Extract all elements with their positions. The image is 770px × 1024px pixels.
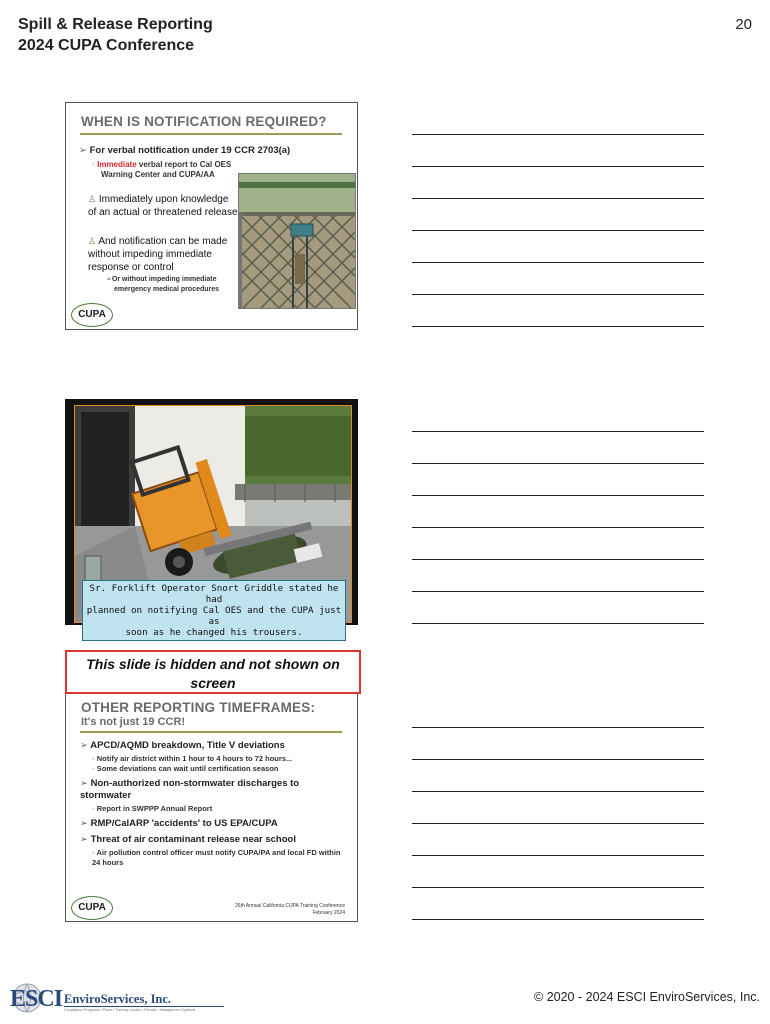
slide-1-subpoint: ➢Or without impeding immediate emergency medical procedures: [106, 276, 220, 293]
slide-3-footer: 26th Annual California CUPA Training Conference February 2024: [235, 903, 345, 916]
document-title: [18, 14, 213, 56]
note-line[interactable]: [412, 727, 704, 728]
dot-bullet-icon: ◦: [92, 848, 95, 857]
slide-1-point-1: ♙ Immediately upon knowledge of an actual or threatened release: [88, 194, 238, 218]
slide-2: [65, 399, 358, 638]
slide-1: [65, 102, 358, 330]
title-line-2: 2024 CUPA Conference: [18, 37, 195, 54]
note-line[interactable]: [412, 559, 704, 560]
slide-1-bullet-1: ➢ For verbal notification under 19 CCR 2703(a): [79, 145, 291, 156]
list-item: ➢ APCD/AQMD breakdown, Title V deviations: [80, 740, 285, 751]
hidden-slide-note: This slide is hidden and not shown on screen: [65, 650, 361, 694]
arrow-bullet-icon: ➢: [80, 818, 88, 829]
arrow-bullet-icon: ➢: [79, 145, 87, 156]
note-line[interactable]: [412, 134, 704, 135]
dot-bullet-icon: ◦: [92, 764, 95, 773]
sub-list-item: ◦ Report in SWPPP Annual Report: [92, 804, 213, 813]
slide-3: [65, 694, 358, 922]
dot-bullet-icon: ◦: [92, 804, 95, 813]
note-line[interactable]: [412, 463, 704, 464]
person-bullet-icon: ♙: [88, 236, 97, 246]
sub-list-item: ◦ Notify air district within 1 hour to 4 hours to 72 hours...: [92, 754, 293, 763]
immediate-highlight: Immediate: [97, 160, 137, 169]
note-line[interactable]: [412, 759, 704, 760]
esci-logo-mark: ESCI: [10, 986, 63, 1012]
slide-3-title: OTHER REPORTING TIMEFRAMES:: [81, 700, 316, 715]
note-line[interactable]: [412, 230, 704, 231]
list-item: ➢ Non-authorized non-stormwater discharges to stormwater: [80, 778, 300, 801]
title-line-1: Spill & Release Reporting: [18, 16, 213, 33]
slide-1-sub-bullet: ◦ Immediate verbal report to Cal OES Warning Center and CUPA/AA: [92, 160, 232, 179]
sub-list-item: ◦ Some deviations can wait until certification season: [92, 764, 279, 773]
note-line[interactable]: [412, 495, 704, 496]
slide-3-title-rule: [80, 731, 342, 733]
slide-1-title-rule: [80, 133, 342, 135]
arrow-bullet-icon: ➢: [106, 276, 112, 283]
note-line[interactable]: [412, 591, 704, 592]
note-line[interactable]: [412, 198, 704, 199]
forklift-caption: Sr. Forklift Operator Snort Griddle stated he had planned on notifying Cal OES and the CUPA just as soon as he changed his trousers.: [82, 580, 346, 641]
arrow-bullet-icon: ➢: [80, 834, 88, 845]
note-line[interactable]: [412, 919, 704, 920]
note-line[interactable]: [412, 294, 704, 295]
cupa-logo: CUPA: [71, 896, 113, 920]
note-line[interactable]: [412, 855, 704, 856]
slide-3-bullets: [80, 740, 350, 868]
person-bullet-icon: ♙: [88, 194, 97, 204]
note-line[interactable]: [412, 262, 704, 263]
list-item: ➢ RMP/CalARP 'accidents' to US EPA/CUPA: [80, 818, 278, 829]
copyright: © 2020 - 2024 ESCI EnviroServices, Inc.: [534, 990, 760, 1004]
note-line[interactable]: [412, 326, 704, 327]
sub-list-item: ◦ Air pollution control officer must notify CUPA/PA and local FD within 24 hours: [92, 848, 341, 867]
dot-bullet-icon: ◦: [92, 754, 95, 763]
arrow-bullet-icon: ➢: [80, 740, 88, 751]
list-item: ➢ Threat of air contaminant release near school: [80, 834, 296, 845]
fence-photo: [238, 173, 356, 309]
company-tagline: Compliance Programs • Plans • Training • Audits • Permits • Management Systems: [64, 1008, 196, 1012]
logo-divider: [64, 1006, 224, 1007]
slide-1-point-2: ♙ And notification can be made without impeding immediate response or control: [88, 236, 228, 273]
note-line[interactable]: [412, 887, 704, 888]
slide-1-title: WHEN IS NOTIFICATION REQUIRED?: [81, 114, 327, 129]
dot-bullet-icon: ◦: [92, 160, 95, 169]
note-line[interactable]: [412, 791, 704, 792]
arrow-bullet-icon: ➢: [80, 778, 88, 789]
note-line[interactable]: [412, 823, 704, 824]
note-line[interactable]: [412, 527, 704, 528]
note-line[interactable]: [412, 166, 704, 167]
note-line[interactable]: [412, 623, 704, 624]
slide-3-subtitle: It's not just 19 CCR!: [81, 716, 186, 728]
note-line[interactable]: [412, 431, 704, 432]
cupa-logo: CUPA: [71, 303, 113, 327]
page-number: 20: [735, 16, 752, 33]
company-name: EnviroServices, Inc.: [64, 992, 172, 1006]
